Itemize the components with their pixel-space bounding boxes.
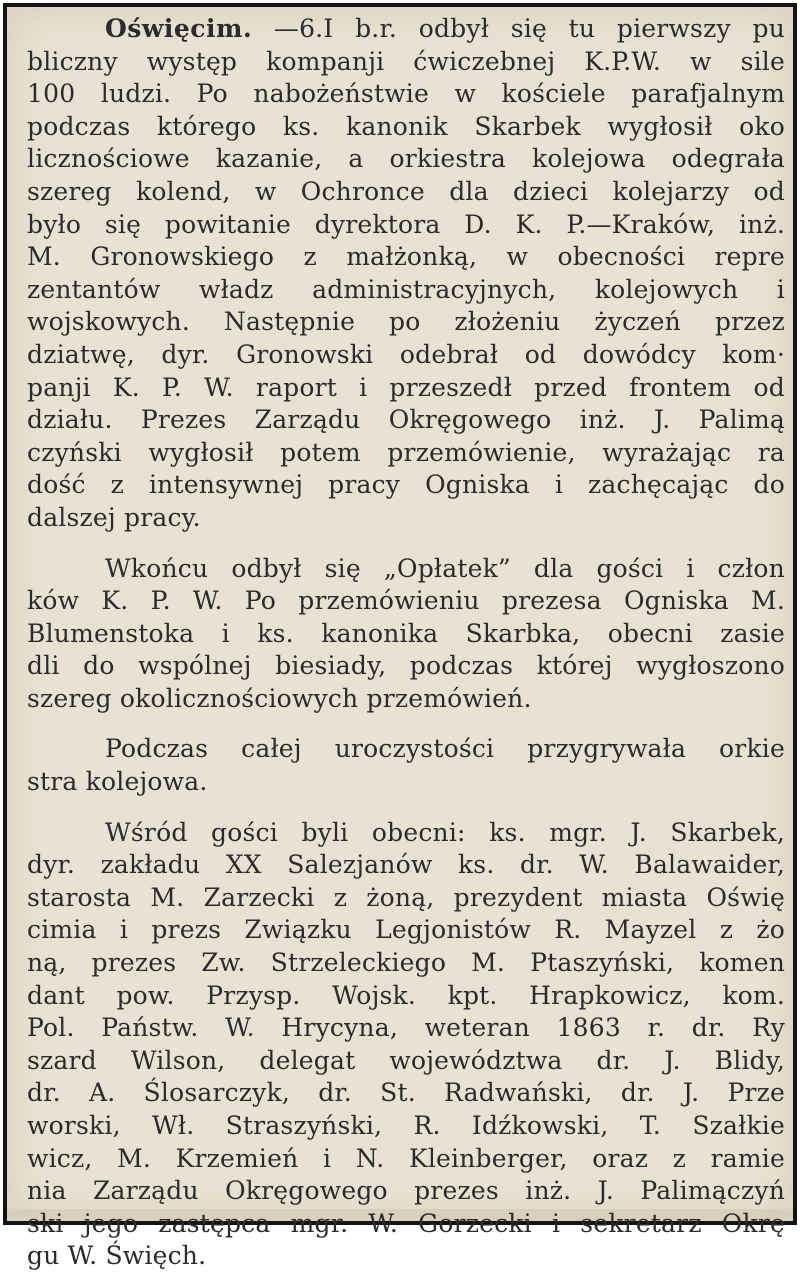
article-line: dyr. zakładu XX Salezjanów ks. dr. W. Balawaider, bbox=[27, 850, 785, 880]
clipping-frame bbox=[3, 3, 797, 1271]
article-line: M. Gronowskiego z małżonką, w obecności repre bbox=[27, 242, 785, 272]
article-line: Blumenstoka i ks. kanonika Skarbka, obecni zasie bbox=[27, 618, 785, 648]
article-line: gu W. Święch. bbox=[27, 1241, 207, 1271]
paragraph-gap bbox=[27, 535, 785, 553]
article-line: ną, prezes Zw. Strzeleckiego M. Ptaszyński, komen bbox=[27, 948, 785, 978]
article-line: dr. A. Ślosarczyk, dr. St. Radwański, dr. J. Prze bbox=[27, 1078, 785, 1108]
article-title: Oświęcim. bbox=[105, 14, 253, 43]
article-line: dość z intensywnej pracy Ogniska i zachęcając do bbox=[27, 470, 785, 500]
article-line: dant pow. Przysp. Wojsk. kpt. Hrapkowicz, kom. bbox=[27, 980, 785, 1010]
article-line: panji K. P. W. raport i przeszedł przed frontem od bbox=[27, 372, 785, 402]
paragraph-1-line-1 bbox=[27, 13, 785, 46]
article-line: —6.I b.r. odbył się tu pierwszy pu bbox=[252, 14, 785, 43]
article-line: wojskowych. Następnie po złożeniu życzeń przez bbox=[27, 307, 785, 337]
article-line: licznościowe kazanie, a orkiestra kolejowa odegrała bbox=[27, 144, 785, 174]
article-line: zentantów władz administracyjnych, kolejowych i bbox=[27, 274, 785, 304]
article-line: bliczny występ kompanji ćwiczebnej K.P.W. w sile bbox=[27, 46, 785, 76]
article-line: Pol. Państw. W. Hrycyna, weteran 1863 r. dr. Ry bbox=[27, 1013, 785, 1043]
article-line: ków K. P. W. Po przemówieniu prezesa Ogniska M. bbox=[27, 586, 785, 616]
paragraph-gap bbox=[27, 799, 785, 817]
article-line: starosta M. Zarzecki z żoną, prezydent miasta Oświę bbox=[27, 882, 785, 912]
article-line: dli do wspólnej biesiady, podczas której wygłoszono bbox=[27, 651, 785, 681]
article-line: Wkońcu odbył się „Opłatek” dla gości i człon bbox=[105, 553, 785, 583]
article-line: Wśród gości byli obecni: ks. mgr. J. Skarbek, bbox=[105, 817, 785, 847]
article-line: działu. Prezes Zarządu Okręgowego inż. J. Palimą bbox=[27, 405, 785, 435]
article-line: podczas którego ks. kanonik Skarbek wygłosił oko bbox=[27, 111, 785, 141]
article-line: szereg okolicznościowych przemówień. bbox=[27, 683, 532, 713]
article-line: było się powitanie dyrektora D. K. P.—Kraków, inż. bbox=[27, 209, 785, 239]
article-line: dziatwę, dyr. Gronowski odebrał od dowódcy kom· bbox=[27, 339, 785, 369]
article-line: dalszej pracy. bbox=[27, 502, 201, 532]
article-line: Podczas całej uroczystości przygrywała orkie bbox=[105, 734, 785, 764]
article-line: nia Zarządu Okręgowego prezes inż. J. Palimączyń bbox=[27, 1176, 785, 1206]
article-line: szard Wilson, delegat województwa dr. J. Blidy, bbox=[27, 1045, 785, 1075]
article-line: ski jego zastępca mgr. W. Gorzecki i sekretarz Okrę bbox=[27, 1208, 785, 1238]
article-line: szereg kolend, w Ochronce dla dzieci kolejarzy od bbox=[27, 176, 785, 206]
article-line: czyński wygłosił potem przemówienie, wyrażając ra bbox=[27, 437, 785, 467]
article-column bbox=[27, 13, 785, 1273]
paragraph-gap bbox=[27, 715, 785, 733]
article-line: stra kolejowa. bbox=[27, 767, 208, 797]
article-line: wicz, M. Krzemień i N. Kleinberger, oraz z ramie bbox=[27, 1143, 785, 1173]
article-line: cimia i prezs Związku Legjonistów R. Mayzel z żo bbox=[27, 915, 785, 945]
article-line: 100 ludzi. Po nabożeństwie w kościele parafjalnym bbox=[27, 79, 785, 109]
article-line: worski, Wł. Straszyński, R. Idźkowski, T. Szałkie bbox=[27, 1111, 785, 1140]
